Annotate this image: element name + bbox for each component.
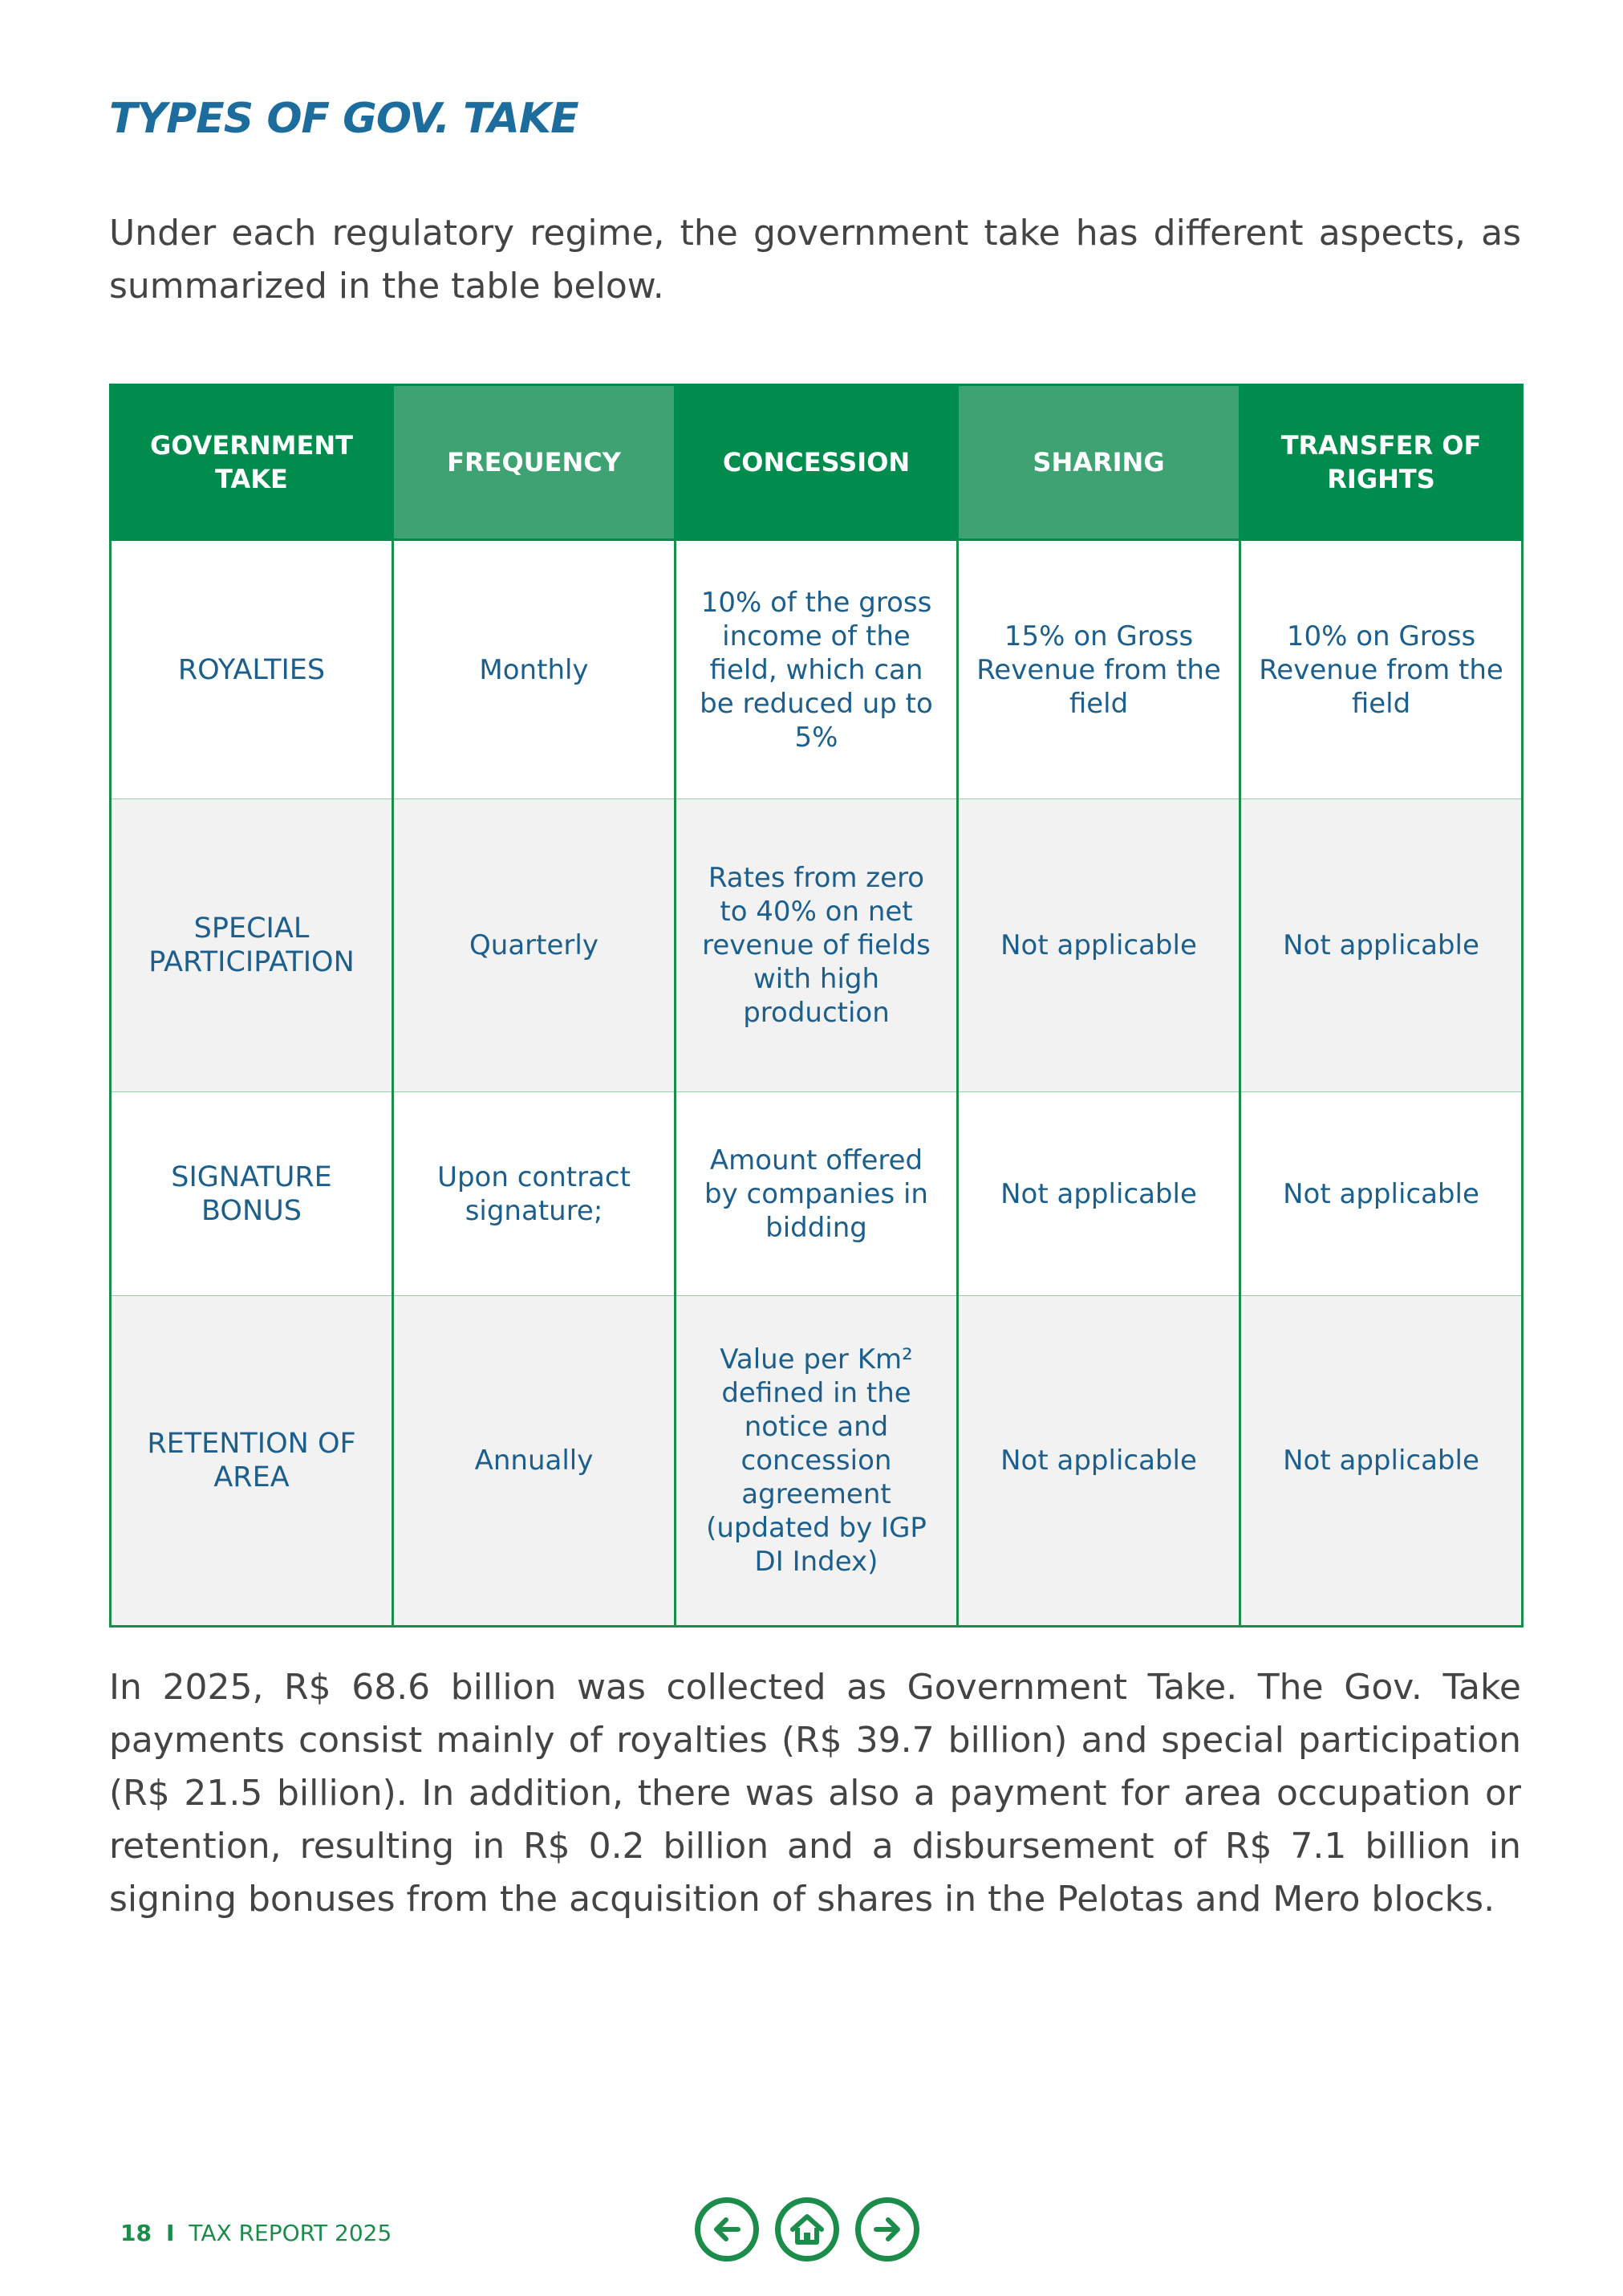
footer-separator: I <box>165 2220 175 2246</box>
table-cell: Not applicable <box>1240 1296 1523 1627</box>
intro-paragraph: Under each regulatory regime, the government take has different aspects, as summarized in the table below. <box>109 213 1521 307</box>
row-label-royalties: ROYALTIES <box>111 540 393 799</box>
header-government-take: GOVERNMENT TAKE <box>111 385 393 540</box>
next-page-button[interactable] <box>855 2197 919 2261</box>
previous-page-button[interactable] <box>695 2197 759 2261</box>
table-cell: Upon contract signature; <box>393 1092 676 1296</box>
page-navigation <box>695 2197 919 2261</box>
table-cell: Annually <box>393 1296 676 1627</box>
table-row <box>111 1092 1523 1296</box>
header-sharing: SHARING <box>958 385 1240 540</box>
row-label-retention-of-area: RETENTION OF AREA <box>111 1296 393 1627</box>
table-header-row <box>111 385 1523 540</box>
table-cell: Not applicable <box>958 1092 1240 1296</box>
table-cell: Rates from zero to 40% on net revenue of fields with high production <box>676 799 958 1092</box>
table-cell: Not applicable <box>958 799 1240 1092</box>
table-cell: Amount offered by companies in bidding <box>676 1092 958 1296</box>
table-cell: 10% of the gross income of the field, which can be reduced up to 5% <box>676 540 958 799</box>
summary-paragraph: In 2025, R$ 68.6 billion was collected as Government Take. The Gov. Take payments consist mainly of royalties (R$ 39.7 billion) and special participation (R$ 21.5 billion). In addition, there was also a payment for area occupation or retention, resulting in R$ 0.2 billion and a disbursement of R$ 7.1 billion in signing bonuses from the acquisition of shares in the Pelotas and Mero blocks. <box>109 1667 1521 1920</box>
table-cell: Monthly <box>393 540 676 799</box>
header-concession: CONCESSION <box>676 385 958 540</box>
page-number: 18 <box>120 2220 152 2246</box>
table-cell: Quarterly <box>393 799 676 1092</box>
header-frequency: FREQUENCY <box>393 385 676 540</box>
row-label-signature-bonus: SIGNATURE BONUS <box>111 1092 393 1296</box>
table-cell: Not applicable <box>1240 799 1523 1092</box>
table-cell: Not applicable <box>958 1296 1240 1627</box>
government-take-table <box>109 384 1524 1628</box>
page-footer <box>120 2220 392 2246</box>
table-row <box>111 1296 1523 1627</box>
table-cell: 10% on Gross Revenue from the field <box>1240 540 1523 799</box>
arrow-left-icon <box>706 2209 748 2250</box>
table-row <box>111 799 1523 1092</box>
home-button[interactable] <box>775 2197 839 2261</box>
table-cell: 15% on Gross Revenue from the field <box>958 540 1240 799</box>
row-label-special-participation: SPECIAL PARTICIPATION <box>111 799 393 1092</box>
report-name: TAX REPORT 2025 <box>189 2220 392 2246</box>
table-row <box>111 540 1523 799</box>
home-icon <box>786 2209 828 2250</box>
arrow-right-icon <box>866 2209 908 2250</box>
header-transfer-of-rights: TRANSFER OF RIGHTS <box>1240 385 1523 540</box>
page-title: TYPES OF GOV. TAKE <box>109 95 578 143</box>
table-cell: Not applicable <box>1240 1092 1523 1296</box>
table-cell: Value per Km² defined in the notice and concession agreement (updated by IGP DI Index) <box>676 1296 958 1627</box>
